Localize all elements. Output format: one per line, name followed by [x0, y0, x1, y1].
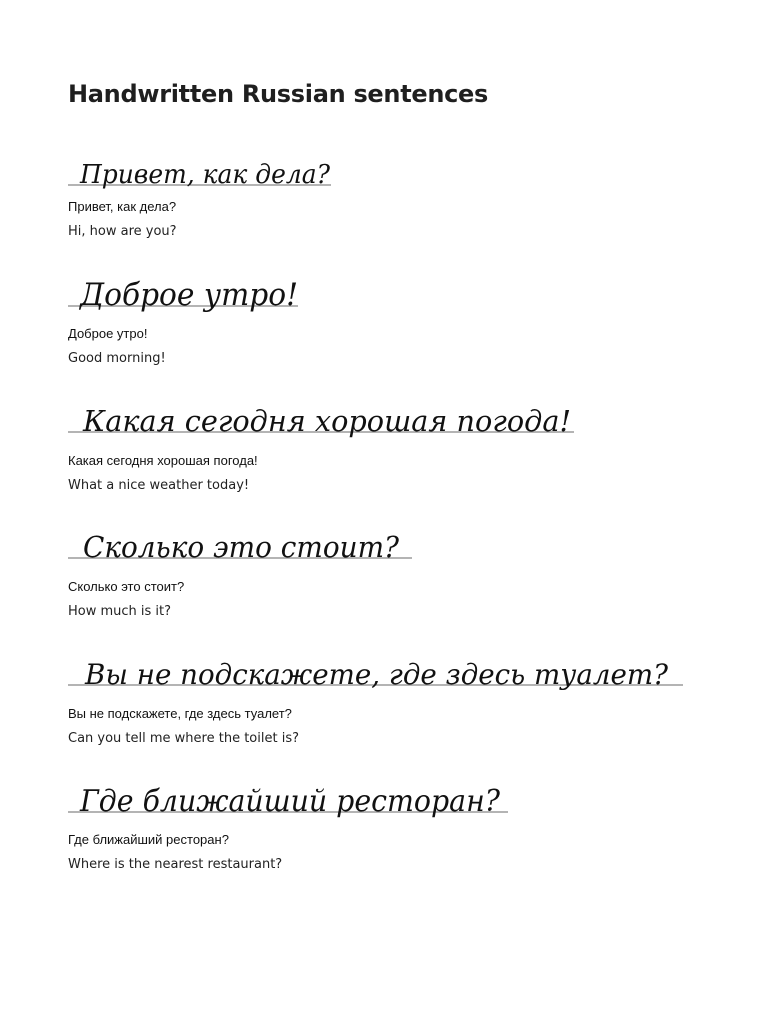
english-translation: Can you tell me where the toilet is? — [68, 731, 299, 746]
sentence-block — [0, 155, 768, 265]
sentence-block — [0, 658, 768, 772]
russian-text: Привет, как дела? — [68, 199, 177, 214]
russian-text: Вы не подскажете, где здесь туалет? — [68, 706, 292, 721]
handwritten-text: Привет, как дела? — [79, 160, 332, 190]
english-translation: Hi, how are you? — [68, 224, 177, 239]
sentence-block — [0, 277, 768, 392]
handwritten-text: Вы не подскажете, где здесь туалет? — [84, 658, 669, 691]
english-translation: How much is it? — [68, 604, 172, 619]
russian-text: Какая сегодня хорошая погода! — [68, 453, 258, 468]
sentence-block — [0, 404, 768, 519]
russian-text: Доброе утро! — [68, 326, 148, 341]
handwritten-text: Какая сегодня хорошая погода! — [82, 404, 571, 438]
english-translation: What a nice weather today! — [68, 478, 250, 493]
page-title: Handwritten Russian sentences — [68, 80, 489, 108]
english-translation: Good morning! — [68, 351, 166, 366]
russian-text: Сколько это стоит? — [68, 579, 185, 594]
russian-text: Где ближайший ресторан? — [68, 832, 229, 847]
handwritten-text: Доброе утро! — [78, 277, 298, 313]
handwritten-text: Где ближайший ресторан? — [79, 784, 501, 819]
sentence-block — [0, 530, 768, 645]
english-translation: Where is the nearest restaurant? — [68, 857, 283, 872]
sentence-block — [0, 784, 768, 898]
handwritten-text: Сколько это стоит? — [83, 530, 400, 564]
